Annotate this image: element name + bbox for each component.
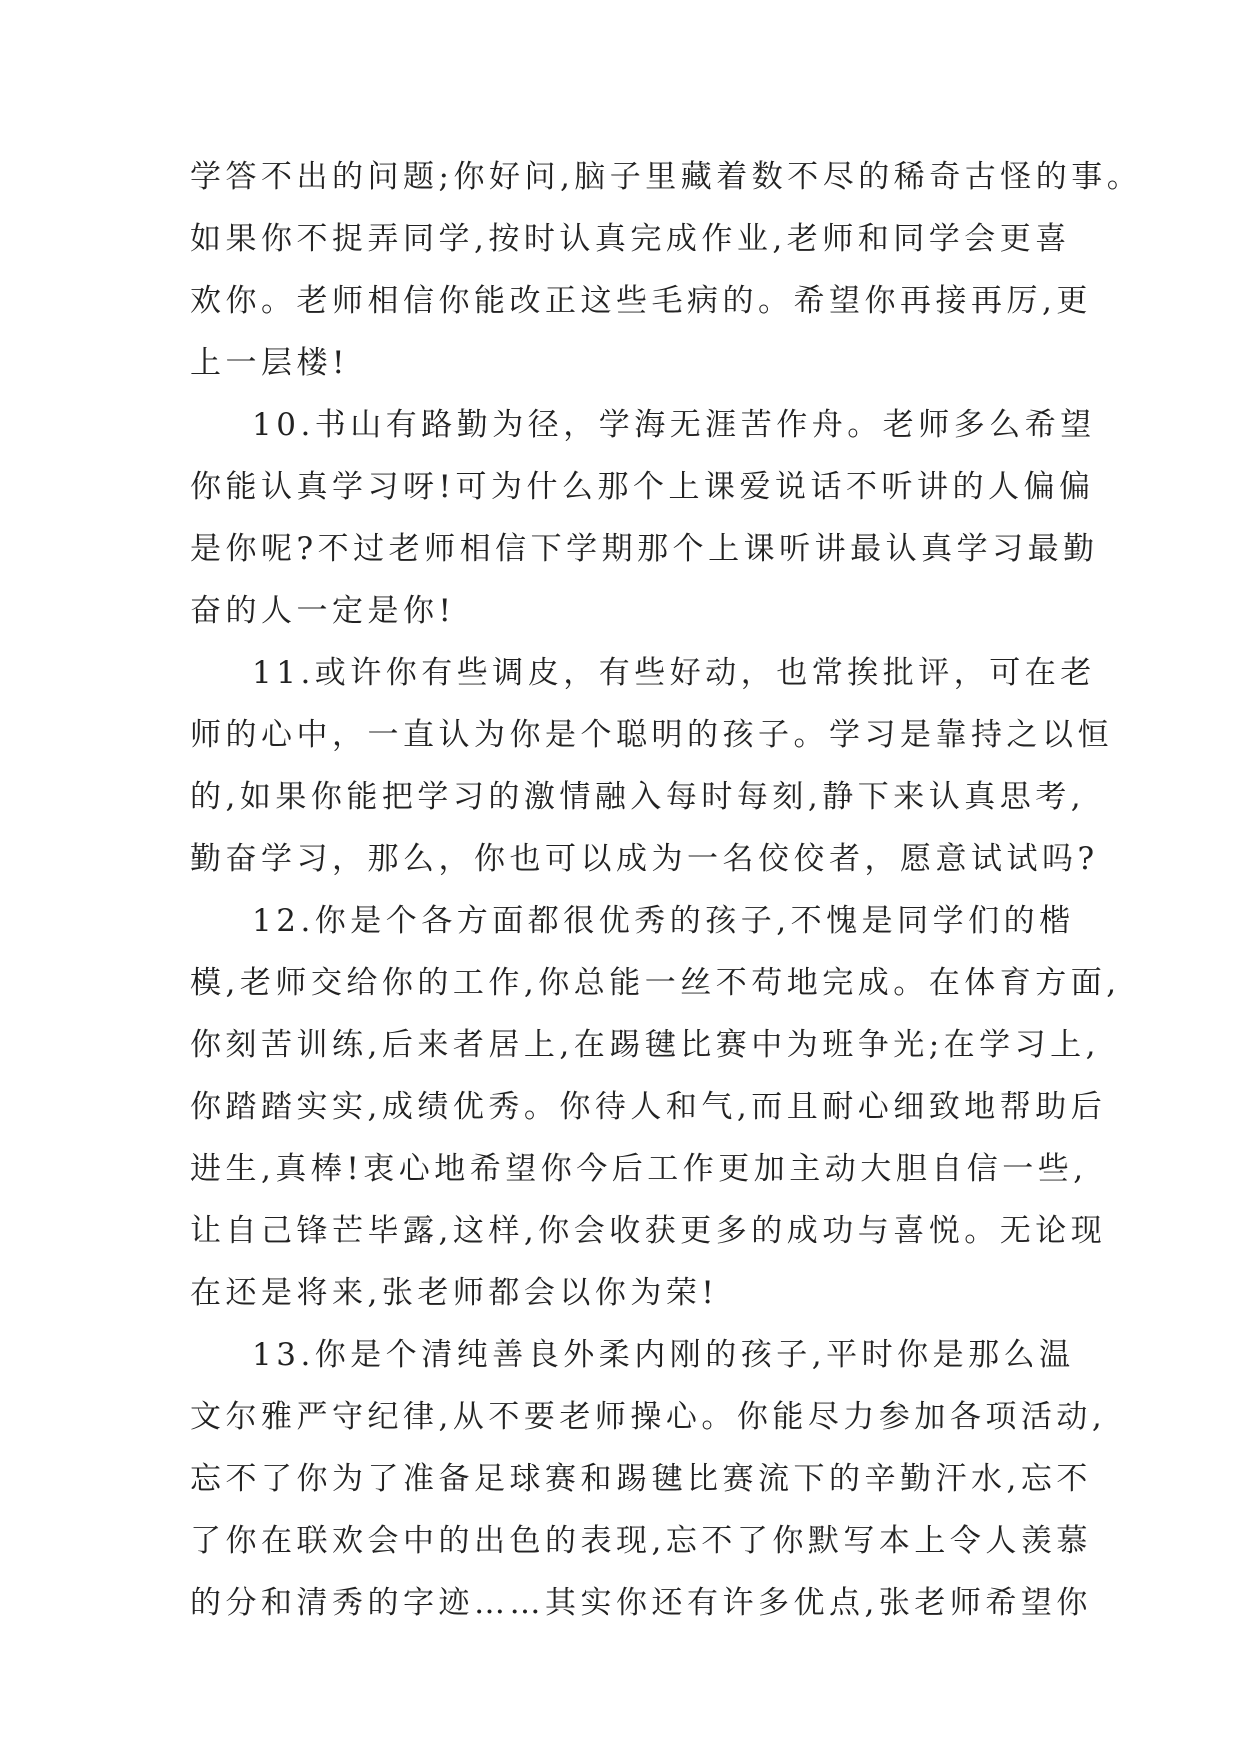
text-line: 师的心中，一直认为你是个聪明的孩子。学习是靠持之以恒 [190,717,1113,753]
text-line: 了你在联欢会中的出色的表现,忘不了你默写本上令人羡慕 [190,1523,1092,1559]
paragraph-start-11: 11.或许你有些调皮，有些好动，也常挨批评，可在老 [252,655,1096,691]
text-line: 你踏踏实实,成绩优秀。你待人和气,而且耐心细致地帮助后 [190,1089,1107,1125]
text-line: 文尔雅严守纪律,从不要老师操心。你能尽力参加各项活动, [190,1399,1107,1435]
paragraph-start-13: 13.你是个清纯善良外柔内刚的孩子,平时你是那么温 [252,1337,1075,1373]
paragraph-start-10: 10.书山有路勤为径，学海无涯苦作舟。老师多么希望 [252,407,1096,443]
text-line: 的分和清秀的字迹……其实你还有许多优点,张老师希望你 [190,1585,1092,1621]
text-line: 上一层楼! [190,345,349,381]
text-line: 忘不了你为了准备足球赛和踢毽比赛流下的辛勤汗水,忘不 [190,1461,1092,1497]
text-line: 勤奋学习，那么，你也可以成为一名佼佼者，愿意试试吗? [190,841,1099,877]
text-line: 如果你不捉弄同学,按时认真完成作业,老师和同学会更喜 [190,221,1071,257]
paragraph-start-12: 12.你是个各方面都很优秀的孩子,不愧是同学们的楷 [252,903,1075,939]
text-line: 在还是将来,张老师都会以你为荣! [190,1275,719,1311]
text-line: 学答不出的问题;你好问,脑子里藏着数不尽的稀奇古怪的事。 [190,159,1143,195]
text-line: 让自己锋芒毕露,这样,你会收获更多的成功与喜悦。无论现 [190,1213,1107,1249]
text-line: 欢你。老师相信你能改正这些毛病的。希望你再接再厉,更 [190,283,1092,319]
text-line: 你能认真学习呀!可为什么那个上课爱说话不听讲的人偏偏 [190,469,1095,505]
text-line: 的,如果你能把学习的激情融入每时每刻,静下来认真思考, [190,779,1086,815]
text-line: 奋的人一定是你! [190,593,456,629]
text-line: 是你呢?不过老师相信下学期那个上课听讲最认真学习最勤 [190,531,1099,567]
text-line: 进生,真棒!衷心地希望你今后工作更加主动大胆自信一些, [190,1151,1088,1187]
text-line: 你刻苦训练,后来者居上,在踢毽比赛中为班争光;在学习上, [190,1027,1101,1063]
text-line: 模,老师交给你的工作,你总能一丝不苟地完成。在体育方面, [190,965,1121,1001]
